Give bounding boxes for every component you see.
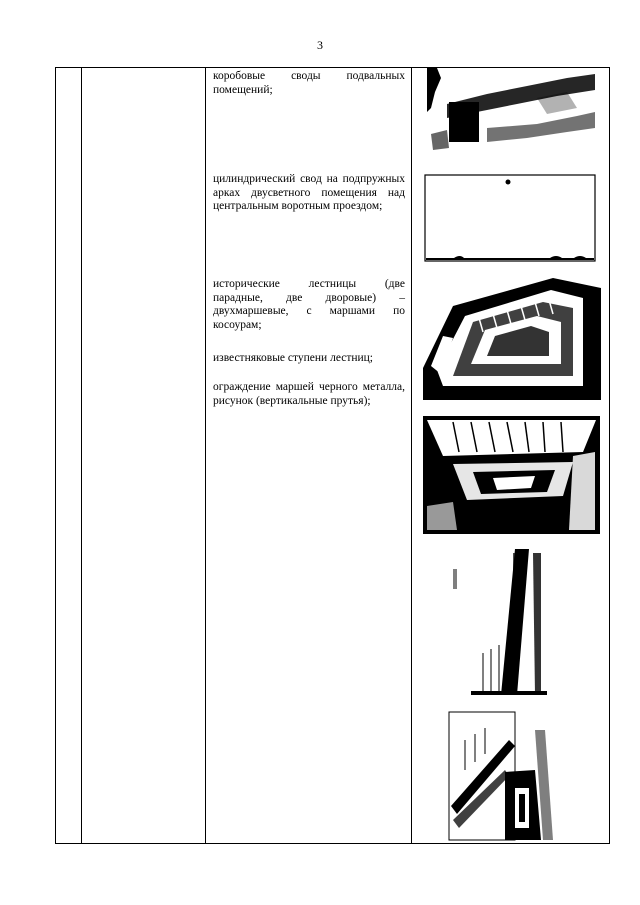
item-text-historic-stairs: исторические лестницы (две парадные, две дворовые) – двухмаршевые, с маршами по косоурам;	[213, 278, 405, 331]
photo-railing-vertical	[453, 549, 553, 699]
item-text-cellar-vaults: коробовые своды подвальных помещений;	[213, 70, 405, 96]
page-number: 3	[317, 38, 323, 52]
table-divider-1	[81, 68, 82, 843]
table-border-right	[609, 68, 610, 843]
photo-cylindrical-vault	[424, 174, 596, 262]
item-text-railing: ограждение маршей черного металла, рисунок (вертикальные прутья);	[213, 381, 405, 407]
table-divider-3	[411, 68, 412, 843]
photo-cellar-vault	[427, 68, 595, 153]
photo-stairwell-railing	[423, 416, 600, 534]
table-border-left	[55, 68, 56, 843]
photo-railing-lower	[445, 710, 557, 842]
document-table	[55, 67, 610, 844]
table-divider-2	[205, 68, 206, 843]
item-text-limestone-steps: известняковые ступени лестниц;	[213, 352, 374, 364]
item-text-cylindrical-vault: цилиндрический свод на подпружных арках двусветного помещения над центральным воротным проездом;	[213, 173, 405, 212]
photo-stairwell-top	[423, 276, 601, 400]
